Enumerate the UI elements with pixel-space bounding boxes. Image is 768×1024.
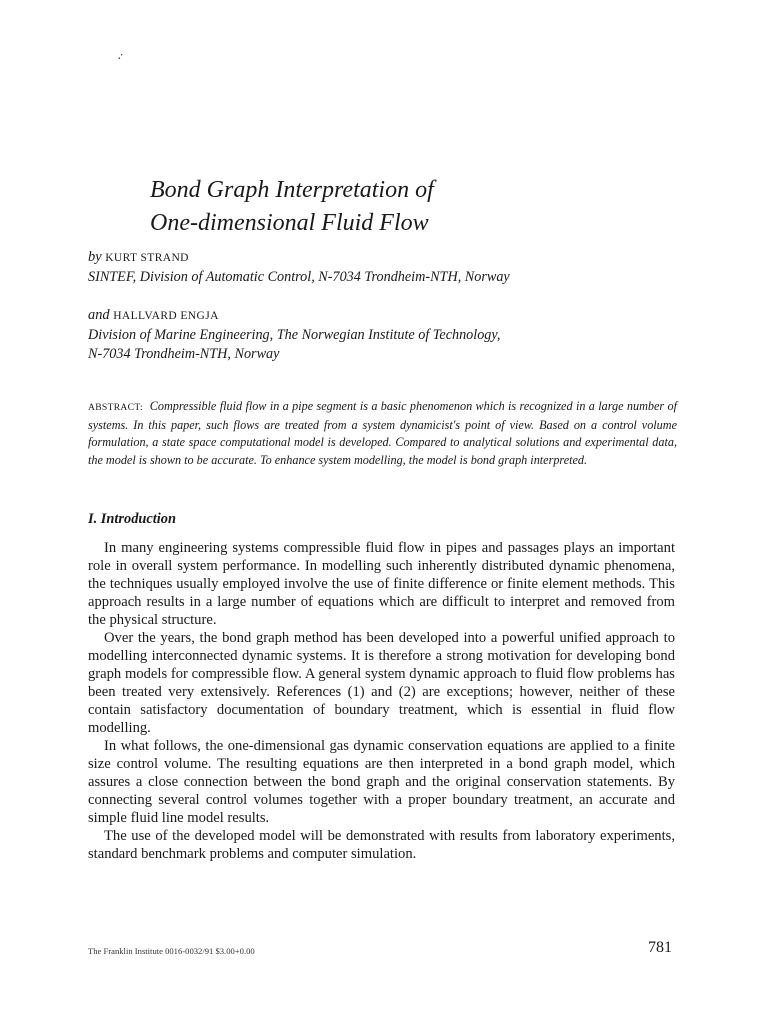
author-block-1: [88, 248, 708, 287]
author-affiliation: [88, 268, 708, 287]
author-line-1: [88, 248, 708, 268]
affiliation-line: N-7034 Trondheim-NTH, Norway: [88, 346, 280, 362]
paragraph: The use of the developed model will be demonstrated with results from laboratory experiments, standard benchmark problems and computer simulation.: [88, 828, 675, 862]
paper-title: [150, 174, 690, 240]
abstract-text: Compressible fluid flow in a pipe segment is a basic phenomenon which is recognized in a large number of systems. In this paper, such flows are treated from a system dynamicist's point of view. Based on a control volume formulation, a state space computational model is developed. Compared to analytical solutions and experimental data, the model is shown to be accurate. To enhance system modelling, the model is bond graph interpreted.: [88, 399, 678, 467]
scan-speck: ·̇: [117, 52, 122, 67]
author-block-2: [88, 306, 708, 364]
affiliation-line: SINTEF, Division of Automatic Control, N-7034 Trondheim-NTH, Norway: [88, 269, 510, 285]
abstract: [88, 398, 677, 469]
author-line-2: [88, 306, 708, 326]
paragraph: Over the years, the bond graph method has been developed into a powerful unified approach to modelling interconnected dynamic systems. It is therefore a strong motivation for developing bond graph models for compressible flow. A general system dynamic approach to fluid flow problems has been treated very extensively. References (1) and (2) are exceptions; however, neither of these contain satisfactory documentation of boundary treatment, which is essential in fluid flow modelling.: [88, 630, 675, 736]
author-name: KURT STRAND: [105, 252, 189, 264]
author-prefix: by: [88, 249, 102, 265]
body-text: [88, 539, 675, 863]
paragraph: In many engineering systems compressible fluid flow in pipes and passages plays an important role in overall system performance. In modelling such inherently distributed dynamic phenomena, the techniques usually employed involve the use of finite difference or finite element methods. This approach results in a large number of equations which are difficult to interpret and removed from the physical structure.: [88, 540, 675, 628]
author-affiliation: [88, 326, 708, 364]
journal-footer: The Franklin Institute 0016-0032/91 $3.00+0.00: [88, 946, 255, 956]
title-line-2: One-dimensional Fluid Flow: [150, 210, 429, 236]
section-heading: I. Introduction: [88, 511, 176, 527]
affiliation-line: Division of Marine Engineering, The Norwegian Institute of Technology,: [88, 327, 501, 343]
author-name: HALLVARD ENGJA: [113, 310, 219, 322]
page-number: 781: [648, 939, 672, 956]
author-prefix: and: [88, 307, 110, 323]
title-line-1: Bond Graph Interpretation of: [150, 177, 434, 203]
paragraph: In what follows, the one-dimensional gas dynamic conservation equations are applied to a finite size control volume. The resulting equations are then interpreted in a bond graph model, which assures a close connection between the bond graph and the original conservation statements. By connecting several control volumes together with a proper boundary treatment, an accurate and simple fluid line model results.: [88, 738, 675, 826]
abstract-label: ABSTRACT:: [88, 402, 143, 413]
